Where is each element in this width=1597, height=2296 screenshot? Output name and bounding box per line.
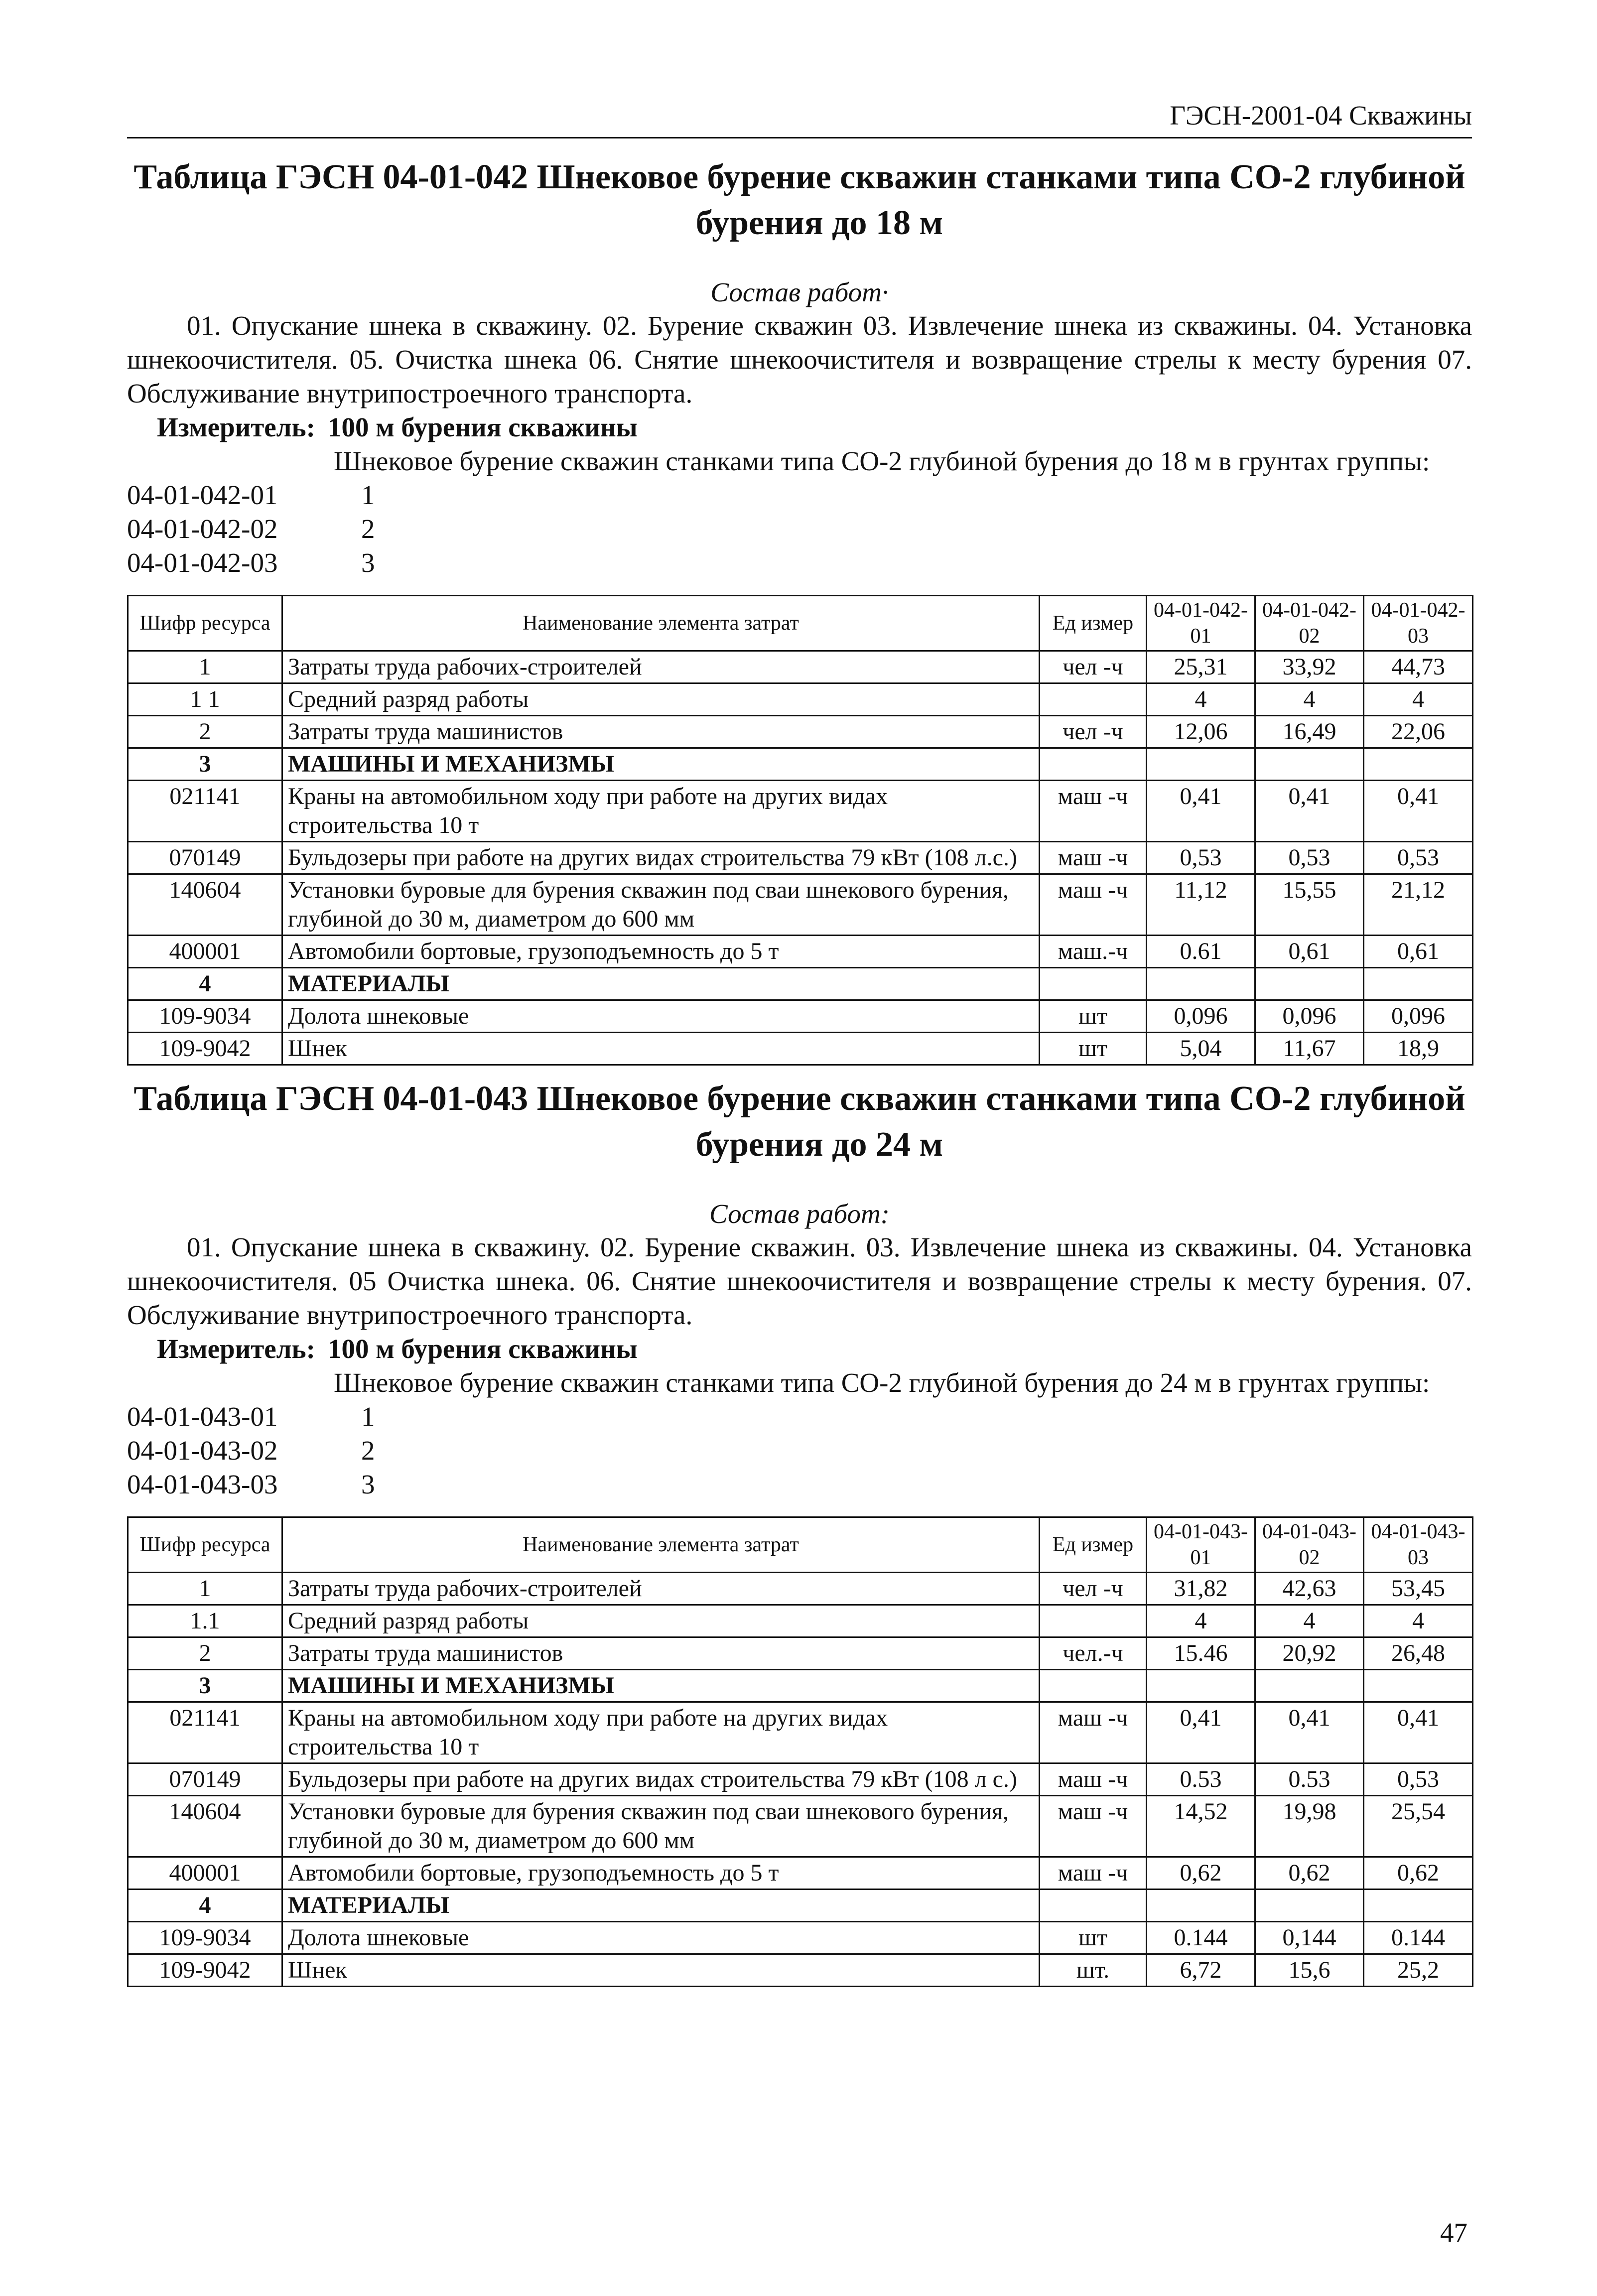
value-col2: 0,62: [1255, 1857, 1364, 1890]
work-composition-heading: Состав работ:: [709, 1199, 890, 1229]
resource-unit: маш.-ч: [1040, 936, 1147, 968]
table-row: [128, 1796, 1473, 1857]
resource-unit: чел -ч: [1040, 716, 1147, 748]
col-head-norm: 04-01-043-03: [1364, 1517, 1473, 1573]
table-row: [128, 1670, 1473, 1702]
resource-unit: маш -ч: [1040, 842, 1147, 874]
resource-name: Долота шнековые: [282, 1922, 1040, 1954]
value-col2: 0,41: [1255, 781, 1364, 842]
norm-code: 04-01-042-01: [127, 480, 278, 510]
value-col2: 42,63: [1255, 1573, 1364, 1605]
resource-name: Автомобили бортовые, грузоподъемность до 5 т: [282, 936, 1040, 968]
table-row: [128, 1954, 1473, 1987]
value-col2: 0,096: [1255, 1000, 1364, 1033]
resource-name: Краны на автомобильном ходу при работе на других видах строительства 10 т: [282, 781, 1040, 842]
soil-group: 3: [361, 547, 375, 578]
resource-unit: [1040, 748, 1147, 781]
table-row: [128, 968, 1473, 1000]
value-col3: 4: [1364, 683, 1473, 716]
value-col3: 4: [1364, 1605, 1473, 1637]
value-col3: 0,096: [1364, 1000, 1473, 1033]
table-row: [128, 748, 1473, 781]
value-col1: 11,12: [1147, 874, 1255, 936]
table-row: [128, 651, 1473, 683]
value-col3: 0,61: [1364, 936, 1473, 968]
table-row: [128, 1890, 1473, 1922]
norm-code: 04-01-043-01: [127, 1401, 278, 1432]
table-row: [128, 842, 1473, 874]
table-section-042: [127, 154, 1472, 1066]
col-head-unit: Ед измер: [1040, 596, 1147, 651]
resource-name: Шнек: [282, 1033, 1040, 1065]
norm-description: Шнековое бурение скважин станками типа СО-2 глубиной бурения до 24 м в грунтах группы:: [334, 1367, 1430, 1398]
resource-unit: чел -ч: [1040, 1573, 1147, 1605]
resource-name: Установки буровые для бурения скважин под сваи шнекового бурения, глубиной до 30 м, диаметром до 600 мм: [282, 874, 1040, 936]
col-head-name: Наименование элемента затрат: [282, 596, 1040, 651]
resource-name: МАШИНЫ И МЕХАНИЗМЫ: [282, 1670, 1040, 1702]
resource-name: Затраты труда машинистов: [282, 1637, 1040, 1670]
resource-unit: [1040, 1890, 1147, 1922]
value-col2: 0,41: [1255, 1702, 1364, 1763]
resource-code: 3: [128, 1670, 282, 1702]
soil-group: 1: [361, 480, 375, 510]
value-col2: 4: [1255, 1605, 1364, 1637]
resource-name: Установки буровые для бурения скважин под сваи шнекового бурения, глубиной до 30 м, диаметром до 600 мм: [282, 1796, 1040, 1857]
value-col3: 26,48: [1364, 1637, 1473, 1670]
value-col3: 0.144: [1364, 1922, 1473, 1954]
table-row: [128, 1763, 1473, 1796]
value-col1: 0,41: [1147, 1702, 1255, 1763]
value-col2: 20,92: [1255, 1637, 1364, 1670]
norm-code-row: [127, 1434, 1472, 1468]
resource-name: Средний разряд работы: [282, 1605, 1040, 1637]
resource-name: Затраты труда машинистов: [282, 716, 1040, 748]
work-composition-text: 01. Опускание шнека в скважину. 02. Бурение скважин. 03. Извлечение шнека из скважины. 04. Установка шнекоочистителя. 05 Очистка шнека. 06. Снятие шнекоочистителя и возвращение стрелы к месту бурения. 07. Обслуживание внутрипостроечного транспорта.: [127, 1232, 1472, 1330]
value-col2: [1255, 1670, 1364, 1702]
norm-code: 04-01-042-03: [127, 547, 278, 578]
resource-code: 109-9034: [128, 1000, 282, 1033]
norm-description: Шнековое бурение скважин станками типа СО-2 глубиной бурения до 18 м в грунтах группы:: [334, 446, 1430, 476]
value-col2: 15,6: [1255, 1954, 1364, 1987]
table-row: [128, 1857, 1473, 1890]
resource-name: Затраты труда рабочих-строителей: [282, 1573, 1040, 1605]
value-col1: 0.144: [1147, 1922, 1255, 1954]
value-col1: 0.61: [1147, 936, 1255, 968]
resource-name: Бульдозеры при работе на других видах строительства 79 кВт (108 л с.): [282, 1763, 1040, 1796]
value-col2: [1255, 968, 1364, 1000]
resource-name: Средний разряд работы: [282, 683, 1040, 716]
norm-code-row: [127, 512, 1472, 546]
table-row: [128, 716, 1473, 748]
value-col2: 4: [1255, 683, 1364, 716]
running-header: ГЭСН-2001-04 Скважины: [127, 100, 1472, 138]
value-col1: [1147, 1670, 1255, 1702]
value-col3: 0,41: [1364, 781, 1473, 842]
resource-code: 140604: [128, 874, 282, 936]
resource-name: Краны на автомобильном ходу при работе на других видах строительства 10 т: [282, 1702, 1040, 1763]
value-col1: 0.53: [1147, 1763, 1255, 1796]
value-col3: [1364, 748, 1473, 781]
value-col1: [1147, 1890, 1255, 1922]
col-head-norm: 04-01-042-01: [1147, 596, 1255, 651]
resource-unit: маш -ч: [1040, 1857, 1147, 1890]
resource-name: Шнек: [282, 1954, 1040, 1987]
resource-unit: маш -ч: [1040, 1702, 1147, 1763]
col-head-norm: 04-01-042-02: [1255, 596, 1364, 651]
resource-unit: [1040, 1670, 1147, 1702]
value-col2: 11,67: [1255, 1033, 1364, 1065]
norm-code: 04-01-043-02: [127, 1435, 278, 1466]
table-title: [127, 154, 1472, 246]
resource-code: 109-9042: [128, 1033, 282, 1065]
value-col1: 6,72: [1147, 1954, 1255, 1987]
resource-name: Долота шнековые: [282, 1000, 1040, 1033]
resource-code: 140604: [128, 1796, 282, 1857]
col-head-norm: 04-01-042-03: [1364, 596, 1473, 651]
norm-code-row: [127, 478, 1472, 512]
table-row: [128, 1033, 1473, 1065]
resource-unit: маш -ч: [1040, 781, 1147, 842]
value-col2: 0,144: [1255, 1922, 1364, 1954]
measure-value: 100 м бурения скважины: [327, 1334, 638, 1364]
value-col2: 0,53: [1255, 842, 1364, 874]
resource-unit: шт: [1040, 1922, 1147, 1954]
resource-code: 070149: [128, 842, 282, 874]
value-col3: 53,45: [1364, 1573, 1473, 1605]
table-row: [128, 874, 1473, 936]
value-col3: 25,2: [1364, 1954, 1473, 1987]
resource-code: 1: [128, 651, 282, 683]
resource-unit: [1040, 1605, 1147, 1637]
norm-code-list: [127, 478, 1472, 580]
value-col1: 0,096: [1147, 1000, 1255, 1033]
value-col1: 0,41: [1147, 781, 1255, 842]
resource-name: МАТЕРИАЛЫ: [282, 1890, 1040, 1922]
resource-code: 2: [128, 716, 282, 748]
table-section-043: [127, 1076, 1472, 1987]
value-col1: [1147, 968, 1255, 1000]
value-col1: 0,53: [1147, 842, 1255, 874]
resource-unit: маш -ч: [1040, 1763, 1147, 1796]
value-col3: [1364, 968, 1473, 1000]
table-row: [128, 936, 1473, 968]
resource-code: 2: [128, 1637, 282, 1670]
resource-code: 109-9034: [128, 1922, 282, 1954]
value-col1: 4: [1147, 683, 1255, 716]
page-number: 47: [1440, 2217, 1467, 2248]
resource-code: 1: [128, 1573, 282, 1605]
resource-name: Затраты труда рабочих-строителей: [282, 651, 1040, 683]
resource-code: 3: [128, 748, 282, 781]
resource-code: 400001: [128, 936, 282, 968]
resource-unit: шт: [1040, 1000, 1147, 1033]
value-col1: 15.46: [1147, 1637, 1255, 1670]
value-col3: [1364, 1670, 1473, 1702]
measure-line: [127, 410, 1472, 444]
norm-code-list: [127, 1400, 1472, 1501]
table-title-line1: Таблица ГЭСН 04-01-043 Шнековое бурение скважин станками типа СО-2 глубиной: [133, 1080, 1465, 1118]
value-col2: [1255, 748, 1364, 781]
table-row: [128, 1573, 1473, 1605]
measure-label: Измеритель:: [157, 412, 315, 442]
table-row: [128, 1000, 1473, 1033]
table-row: [128, 683, 1473, 716]
value-col2: 16,49: [1255, 716, 1364, 748]
value-col3: 44,73: [1364, 651, 1473, 683]
norm-code: 04-01-043-03: [127, 1469, 278, 1499]
resource-unit: [1040, 683, 1147, 716]
table-row: [128, 1637, 1473, 1670]
value-col2: 0.53: [1255, 1763, 1364, 1796]
table-title-line2: бурения до 24 м: [695, 1125, 943, 1164]
resource-unit: маш -ч: [1040, 1796, 1147, 1857]
value-col2: 0,61: [1255, 936, 1364, 968]
resource-code: 109-9042: [128, 1954, 282, 1987]
norm-code: 04-01-042-02: [127, 514, 278, 544]
measure-value: 100 м бурения скважины: [327, 412, 638, 442]
resource-name: Автомобили бортовые, грузоподъемность до 5 т: [282, 1857, 1040, 1890]
table-title-line2: бурения до 18 м: [695, 204, 943, 242]
value-col3: 22,06: [1364, 716, 1473, 748]
table-row: [128, 1702, 1473, 1763]
value-col3: [1364, 1890, 1473, 1922]
table-title-line1: Таблица ГЭСН 04-01-042 Шнековое бурение скважин станками типа СО-2 глубиной: [133, 158, 1465, 196]
resource-code: 4: [128, 1890, 282, 1922]
norm-code-row: [127, 1468, 1472, 1501]
resource-code: 021141: [128, 781, 282, 842]
resource-unit: шт: [1040, 1033, 1147, 1065]
value-col3: 0,41: [1364, 1702, 1473, 1763]
col-head-unit: Ед измер: [1040, 1517, 1147, 1573]
value-col2: 15,55: [1255, 874, 1364, 936]
value-col1: 25,31: [1147, 651, 1255, 683]
value-col1: 31,82: [1147, 1573, 1255, 1605]
resource-unit: маш -ч: [1040, 874, 1147, 936]
value-col2: 33,92: [1255, 651, 1364, 683]
work-composition-heading: Состав работ·: [710, 277, 889, 307]
soil-group: 2: [361, 1435, 375, 1466]
table-row: [128, 781, 1473, 842]
col-head-norm: 04-01-043-01: [1147, 1517, 1255, 1573]
soil-group: 3: [361, 1469, 375, 1499]
col-head-code: Шифр ресурса: [128, 596, 282, 651]
resource-code: 1.1: [128, 1605, 282, 1637]
resource-code: 4: [128, 968, 282, 1000]
value-col3: 0,53: [1364, 842, 1473, 874]
resource-name: Бульдозеры при работе на других видах строительства 79 кВт (108 л.с.): [282, 842, 1040, 874]
resource-unit: чел.-ч: [1040, 1637, 1147, 1670]
value-col3: 18,9: [1364, 1033, 1473, 1065]
table-title: [127, 1076, 1472, 1168]
table-row: [128, 1605, 1473, 1637]
value-col1: 14,52: [1147, 1796, 1255, 1857]
norm-code-row: [127, 546, 1472, 580]
norm-code-row: [127, 1400, 1472, 1434]
col-head-code: Шифр ресурса: [128, 1517, 282, 1573]
value-col1: 12,06: [1147, 716, 1255, 748]
resource-code: 021141: [128, 1702, 282, 1763]
value-col2: 19,98: [1255, 1796, 1364, 1857]
col-head-name: Наименование элемента затрат: [282, 1517, 1040, 1573]
value-col1: [1147, 748, 1255, 781]
resource-code: 070149: [128, 1763, 282, 1796]
cost-table: [127, 1516, 1473, 1987]
resource-unit: чел -ч: [1040, 651, 1147, 683]
soil-group: 2: [361, 514, 375, 544]
work-composition-text: 01. Опускание шнека в скважину. 02. Бурение скважин 03. Извлечение шнека из скважины. 04. Установка шнекоочистителя. 05. Очистка шнека 06. Снятие шнекоочистителя и возвращение стрелы к месту бурения 07. Обслуживание внутрипостроечного транспорта.: [127, 310, 1472, 408]
resource-name: МАШИНЫ И МЕХАНИЗМЫ: [282, 748, 1040, 781]
measure-label: Измеритель:: [157, 1334, 315, 1364]
value-col1: 5,04: [1147, 1033, 1255, 1065]
resource-name: МАТЕРИАЛЫ: [282, 968, 1040, 1000]
value-col1: 0,62: [1147, 1857, 1255, 1890]
measure-line: [127, 1332, 1472, 1366]
resource-unit: шт.: [1040, 1954, 1147, 1987]
value-col3: 0,62: [1364, 1857, 1473, 1890]
value-col3: 0,53: [1364, 1763, 1473, 1796]
soil-group: 1: [361, 1401, 375, 1432]
cost-table: [127, 595, 1473, 1066]
value-col3: 25,54: [1364, 1796, 1473, 1857]
resource-code: 1 1: [128, 683, 282, 716]
value-col2: [1255, 1890, 1364, 1922]
value-col3: 21,12: [1364, 874, 1473, 936]
value-col1: 4: [1147, 1605, 1255, 1637]
table-row: [128, 1922, 1473, 1954]
resource-code: 400001: [128, 1857, 282, 1890]
resource-unit: [1040, 968, 1147, 1000]
col-head-norm: 04-01-043-02: [1255, 1517, 1364, 1573]
